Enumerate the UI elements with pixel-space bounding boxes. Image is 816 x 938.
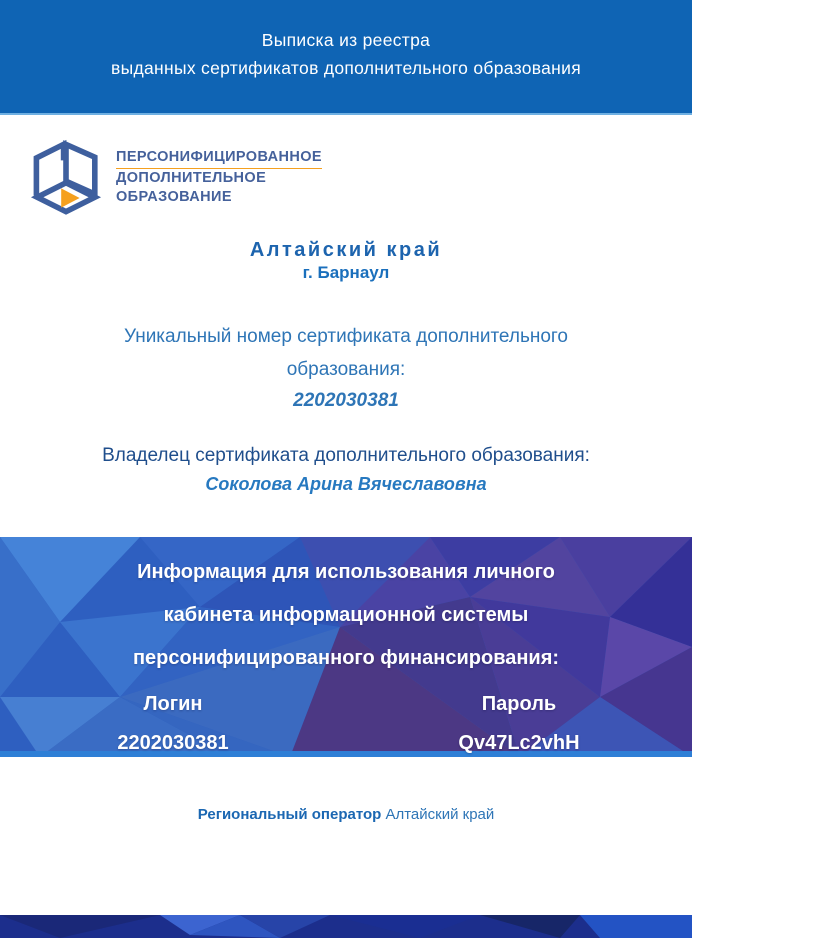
panel-content [0, 537, 692, 757]
password-label: Пароль [481, 693, 557, 715]
operator-region: Алтайский край [385, 806, 495, 823]
bottom-poly-bar [0, 915, 692, 938]
logo-word-line3: ОБРАЗОВАНИЕ [116, 189, 232, 205]
certificate-number-block [0, 320, 692, 416]
account-info-panel [0, 537, 692, 757]
owner-name: Соколова Арина Вячеславовна [205, 474, 487, 494]
panel-info-line1: Информация для использования личного [137, 561, 555, 583]
panel-info-line3: персонифицированного финансирования: [132, 647, 560, 669]
document-title-line2: выданных сертификатов дополнительного образования [111, 58, 581, 78]
certificate-number-label-line2: образования: [286, 359, 406, 380]
pfdo-logo [26, 136, 322, 228]
owner-block [0, 441, 692, 498]
login-value: 2202030381 [117, 732, 229, 754]
password-column [346, 685, 692, 757]
region-city: г. Барнаул [302, 263, 390, 282]
document-title-line1: Выписка из реестра [261, 30, 431, 50]
owner-label: Владелец сертификата дополнительного образования: [102, 445, 590, 466]
panel-info-text [0, 537, 692, 680]
login-column [0, 685, 346, 757]
panel-info-line2: кабинета информационной системы [163, 604, 529, 626]
logo-word-line2: ДОПОЛНИТЕЛЬНОЕ [116, 170, 267, 186]
login-label: Логин [143, 693, 203, 715]
logo-wordmark [116, 148, 322, 207]
region-block [0, 238, 692, 284]
password-value: Qv47Lc2vhH [458, 732, 580, 754]
region-name: Алтайский край [249, 239, 443, 261]
logo-word-line1: ПЕРСОНИФИЦИРОВАННОЕ [116, 148, 322, 169]
credentials-row [0, 685, 692, 757]
certificate-number-label-line1: Уникальный номер сертификата дополнительного [123, 326, 568, 347]
regional-operator-line [0, 806, 692, 823]
certificate-number-value: 2202030381 [293, 390, 399, 411]
header-banner [0, 0, 692, 115]
bottom-poly-bar-graphic [0, 915, 692, 938]
cube-play-logo-icon [26, 136, 106, 228]
operator-label: Региональный оператор [197, 806, 382, 823]
